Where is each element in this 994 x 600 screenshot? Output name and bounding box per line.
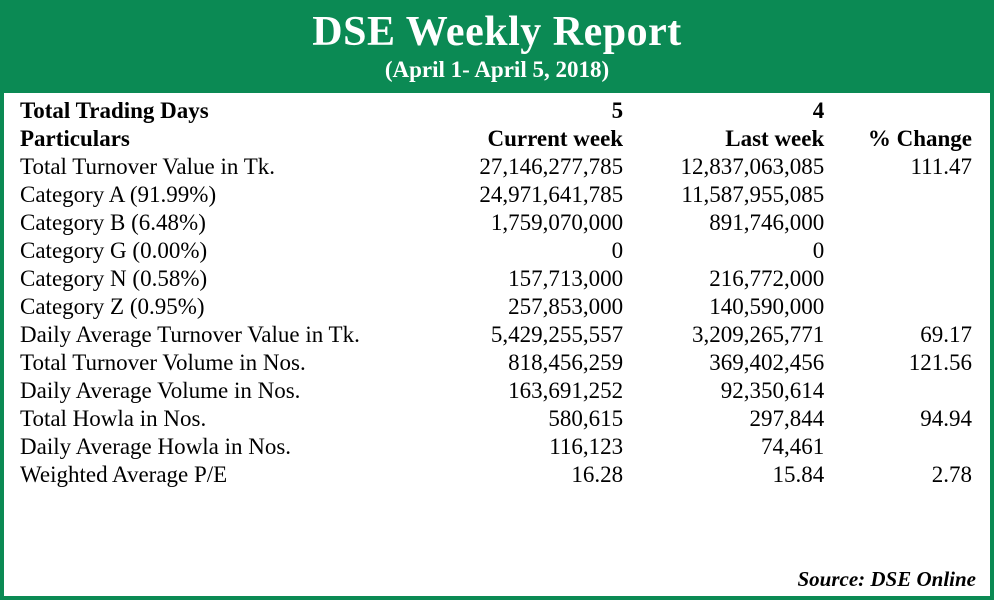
column-header-pct-change: % Change <box>867 125 972 151</box>
row-label: Total Turnover Volume in Nos. <box>20 349 306 375</box>
row-change: 111.47 <box>910 153 972 179</box>
row-last: 92,350,614 <box>720 377 825 403</box>
row-change <box>832 237 976 265</box>
weekly-stats-table <box>18 97 976 489</box>
table-row <box>18 433 976 461</box>
table-row-trading-days <box>18 97 976 125</box>
row-current: 5,429,255,557 <box>490 321 624 347</box>
table-row <box>18 265 976 293</box>
row-change <box>832 433 976 461</box>
row-change: 69.17 <box>920 321 972 347</box>
table-row <box>18 181 976 209</box>
row-last: 891,746,000 <box>709 209 825 235</box>
row-current: 818,456,259 <box>508 349 624 375</box>
table-row <box>18 293 976 321</box>
row-label: Category G (0.00%) <box>20 237 208 263</box>
table-row <box>18 237 976 265</box>
row-label: Total Turnover Value in Tk. <box>20 153 276 179</box>
column-header-particulars: Particulars <box>20 125 130 151</box>
table-row <box>18 209 976 237</box>
column-header-current-week: Current week <box>487 125 624 151</box>
row-last: 3,209,265,771 <box>692 321 825 347</box>
row-last: 0 <box>812 237 825 263</box>
row-current: 580,615 <box>548 405 624 431</box>
row-label: Daily Average Turnover Value in Tk. <box>20 321 360 347</box>
row-change <box>832 265 976 293</box>
trading-days-change <box>832 97 976 125</box>
row-label: Category B (6.48%) <box>20 209 206 235</box>
table-row <box>18 377 976 405</box>
row-label: Category N (0.58%) <box>20 265 208 291</box>
row-label: Category Z (0.95%) <box>20 293 205 319</box>
row-change: 2.78 <box>931 461 972 487</box>
row-last: 11,587,955,085 <box>681 181 825 207</box>
table-header-row <box>18 125 976 153</box>
row-change <box>832 209 976 237</box>
trading-days-label: Total Trading Days <box>20 97 209 123</box>
trading-days-last: 4 <box>812 97 825 123</box>
table-row <box>18 349 976 377</box>
row-change <box>832 181 976 209</box>
row-current: 1,759,070,000 <box>490 209 624 235</box>
row-current: 257,853,000 <box>508 293 624 319</box>
row-label: Weighted Average P/E <box>20 461 228 487</box>
row-last: 297,844 <box>749 405 825 431</box>
source-note: Source: DSE Online <box>797 567 976 591</box>
row-current: 24,971,641,785 <box>479 181 624 207</box>
row-label: Total Howla in Nos. <box>20 405 207 431</box>
row-last: 74,461 <box>761 433 825 459</box>
report-header <box>4 4 990 93</box>
row-change <box>832 293 976 321</box>
row-current: 157,713,000 <box>508 265 624 291</box>
report-table-wrap <box>4 93 990 489</box>
row-label: Daily Average Volume in Nos. <box>20 377 301 403</box>
table-row <box>18 321 976 349</box>
row-current: 16.28 <box>571 461 624 487</box>
page-title: DSE Weekly Report <box>312 9 682 55</box>
row-current: 27,146,277,785 <box>479 153 624 179</box>
row-last: 140,590,000 <box>709 293 825 319</box>
row-change: 121.56 <box>908 349 972 375</box>
row-current: 163,691,252 <box>508 377 624 403</box>
row-change <box>832 377 976 405</box>
row-last: 15.84 <box>772 461 825 487</box>
table-row <box>18 461 976 489</box>
table-row <box>18 153 976 181</box>
row-current: 0 <box>611 237 624 263</box>
report-date-range: (April 1- April 5, 2018) <box>384 57 610 83</box>
table-body <box>18 97 976 489</box>
table-row <box>18 405 976 433</box>
row-last: 12,837,063,085 <box>680 153 825 179</box>
row-current: 116,123 <box>549 433 624 459</box>
row-label: Daily Average Howla in Nos. <box>20 433 292 459</box>
column-header-last-week: Last week <box>725 125 825 151</box>
row-last: 369,402,456 <box>709 349 825 375</box>
trading-days-current: 5 <box>611 97 624 123</box>
row-change: 94.94 <box>920 405 972 431</box>
row-label: Category A (91.99%) <box>20 181 217 207</box>
row-last: 216,772,000 <box>709 265 825 291</box>
